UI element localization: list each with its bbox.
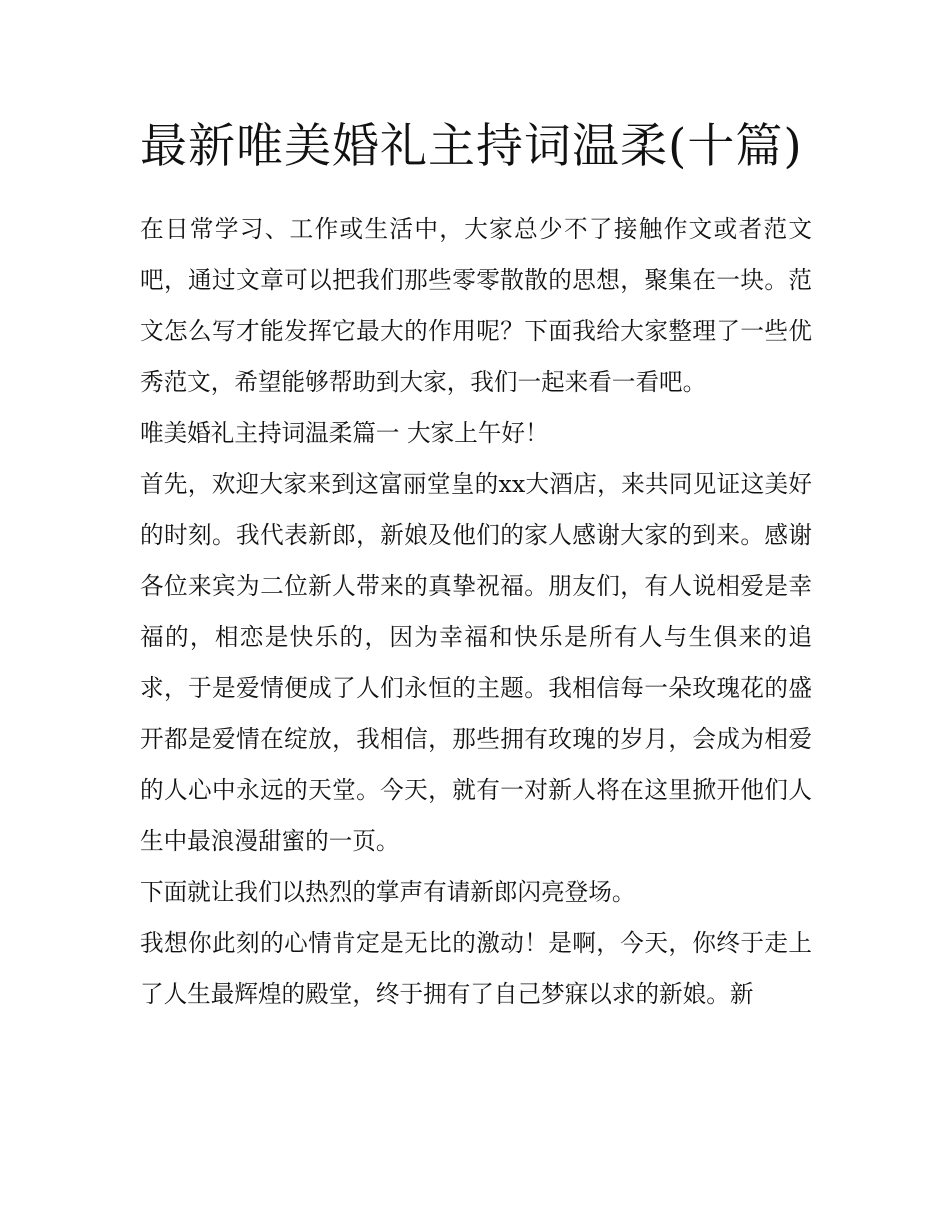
section-heading-paragraph: 唯美婚礼主持词温柔篇一 大家上午好！ xyxy=(140,419,549,447)
groom-address-paragraph: 我想你此刻的心情肯定是无比的激动！是啊，今天，你终于走上了人生最辉煌的殿堂，终于拥有了自己梦寐以求的新娘。新 xyxy=(140,929,812,1008)
document-title: 最新唯美婚礼主持词温柔(十篇) xyxy=(140,119,803,174)
document-body xyxy=(140,112,812,1020)
groom-entrance-paragraph: 下面就让我们以热烈的掌声有请新郎闪亮登场。 xyxy=(140,878,636,906)
intro-paragraph: 在日常学习、工作或生活中，大家总少不了接触作文或者范文吧，通过文章可以把我们那些零零散散的思想，聚集在一块。范文怎么写才能发挥它最大的作用呢？下面我给大家整理了一些优秀范文，希望能够帮助到大家，我们一起来看一看吧。 xyxy=(140,215,812,396)
welcome-paragraph: 首先，欢迎大家来到这富丽堂皇的xx大酒店，来共同见证这美好的时刻。我代表新郎，新娘及他们的家人感谢大家的到来。感谢各位来宾为二位新人带来的真挚祝福。朋友们，有人说相爱是幸福的，相恋是快乐的，因为幸福和快乐是所有人与生俱来的追求，于是爱情便成了人们永恒的主题。我相信每一朵玫瑰花的盛开都是爱情在绽放，我相信，那些拥有玫瑰的岁月，会成为相爱的人心中永远的天堂。今天，就有一对新人将在这里掀开他们人生中最浪漫甜蜜的一页。 xyxy=(140,470,812,855)
